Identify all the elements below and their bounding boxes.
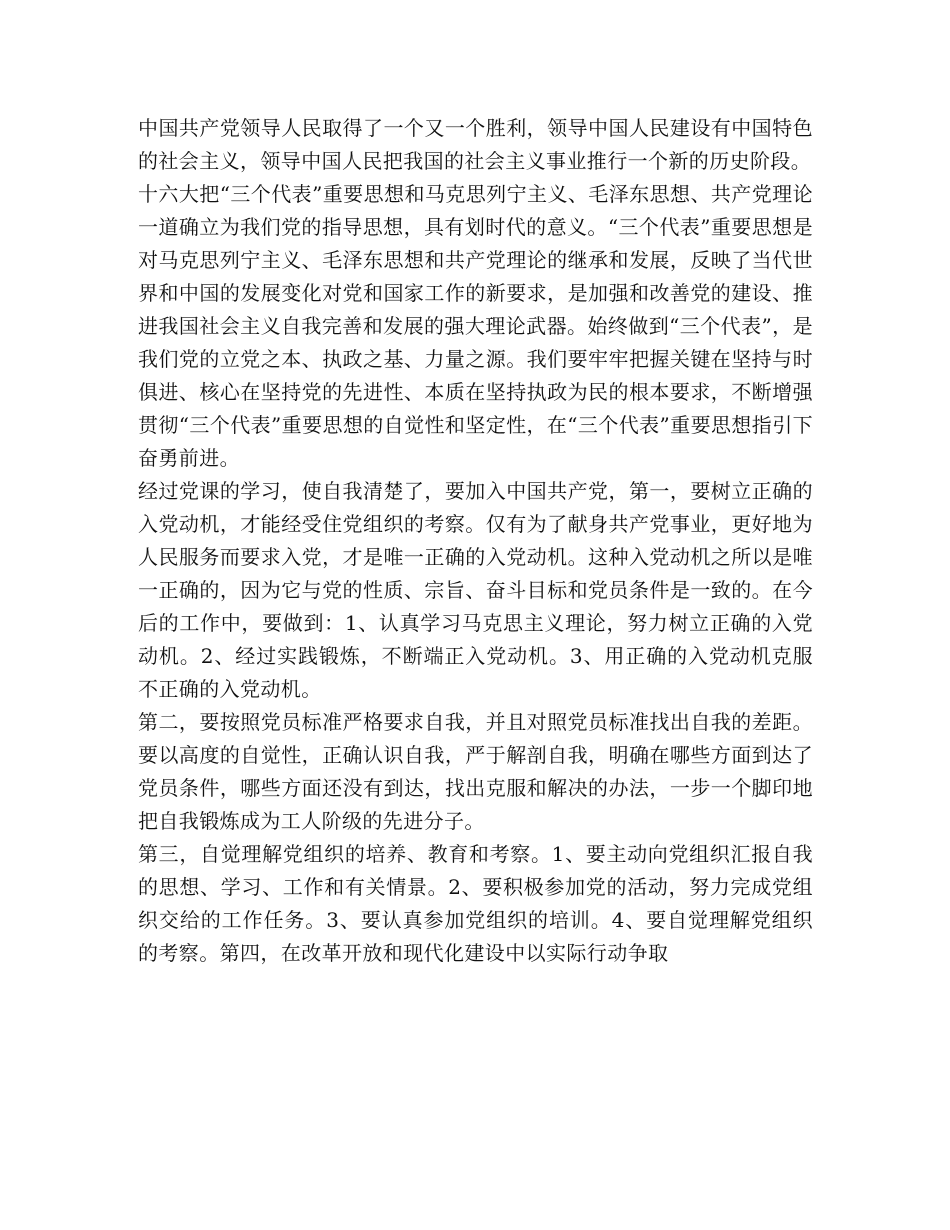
paragraph-member-standards: 第二，要按照党员标准严格要求自我，并且对照党员标准找出自我的差距。要以高度的自觉性，正确认识自我，严于解剖自我，明确在哪些方面到达了党员条件，哪些方面还没有到达，找出克服和解决的办法，一步一个脚印地把自我锻炼成为工人阶级的先进分子。 <box>138 710 813 833</box>
paragraph-three-represents: 十六大把“三个代表”重要思想和马克思列宁主义、毛泽东思想、共产党理论一道确立为我们党的指导思想，具有划时代的意义。“三个代表”重要思想是对马克思列宁主义、毛泽东思想和共产党理论的继承和发展，反映了当代世界和中国的发展变化对党和国家工作的新要求，是加强和改善党的建设、推进我国社会主义自我完善和发展的强大理论武器。始终做到“三个代表”，是我们党的立党之本、执政之基、力量之源。我们要牢牢把握关键在坚持与时俱进、核心在坚持党的先进性、本质在坚持执政为民的根本要求，不断增强贯彻“三个代表”重要思想的自觉性和坚定性，在“三个代表”重要思想指引下奋勇前进。 <box>138 182 813 470</box>
paragraph-party-motive: 经过党课的学习，使自我清楚了，要加入中国共产党，第一，要树立正确的入党动机，才能经受住党组织的考察。仅有为了献身共产党事业，更好地为人民服务而要求入党，才是唯一正确的入党动机。这种入党动机之所以是唯一正确的，因为它与党的性质、宗旨、奋斗目标和党员条件是一致的。在今后的工作中，要做到：1、认真学习马克思主义理论，努力树立正确的入党动机。2、经过实践锻炼，不断端正入党动机。3、用正确的入党动机克服不正确的入党动机。 <box>138 479 813 701</box>
paragraph-victories: 中国共产党领导人民取得了一个又一个胜利，领导中国人民建设有中国特色的社会主义，领导中国人民把我国的社会主义事业推行一个新的历史阶段。 <box>138 116 813 173</box>
paragraph-party-training: 第三，自觉理解党组织的培养、教育和考察。1、要主动向党组织汇报自我的思想、学习、工作和有关情景。2、要积极参加党的活动，努力完成党组织交给的工作任务。3、要认真参加党组织的培训。4、要自觉理解党组织的考察。第四，在改革开放和现代化建设中以实际行动争取 <box>138 842 813 965</box>
document-body <box>138 112 813 970</box>
